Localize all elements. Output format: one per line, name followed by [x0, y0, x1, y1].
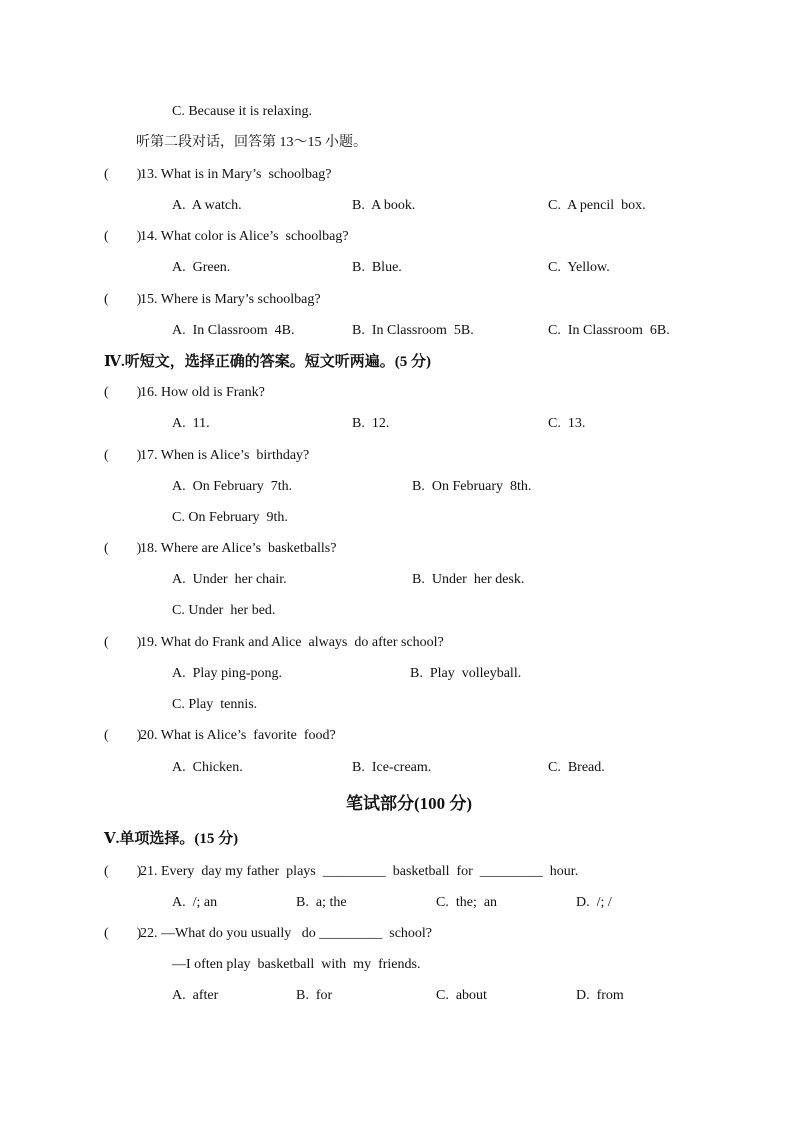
answer-blank[interactable]: ( ): [104, 728, 142, 743]
q15-option-a[interactable]: A. In Classroom 4B.: [172, 323, 295, 338]
q20-option-b[interactable]: B. Ice-cream.: [352, 760, 432, 775]
q19-option-b[interactable]: B. Play volleyball.: [410, 666, 522, 681]
q14-option-a[interactable]: A. Green.: [172, 260, 231, 275]
q22-option-a[interactable]: A. after: [172, 988, 219, 1003]
answer-blank[interactable]: ( ): [104, 385, 142, 400]
q18-option-b[interactable]: B. Under her desk.: [412, 572, 525, 587]
answer-blank[interactable]: ( ): [104, 541, 142, 556]
section-5-title: Ⅴ.单项选择。(15 分): [104, 831, 239, 847]
q16-option-a[interactable]: A. 11.: [172, 416, 210, 431]
q19-option-c[interactable]: C. Play tennis.: [172, 697, 258, 712]
q16-option-b[interactable]: B. 12.: [352, 416, 390, 431]
q20-option-a[interactable]: A. Chicken.: [172, 760, 243, 775]
answer-blank[interactable]: ( ): [104, 926, 142, 941]
q17-option-a[interactable]: A. On February 7th.: [172, 479, 293, 494]
question-18-stem: 18. Where are Alice’s basketballs?: [140, 541, 337, 556]
q14-option-c[interactable]: C. Yellow.: [548, 260, 610, 275]
written-part-title: 笔试部分(100 分): [346, 794, 473, 813]
answer-blank[interactable]: ( ): [104, 292, 142, 307]
question-14-stem: 14. What color is Alice’s schoolbag?: [140, 229, 349, 244]
q13-option-c[interactable]: C. A pencil box.: [548, 198, 646, 213]
q16-option-c[interactable]: C. 13.: [548, 416, 586, 431]
question-22-reply: —I often play basketball with my friends.: [172, 957, 421, 972]
answer-blank[interactable]: ( ): [104, 864, 142, 879]
q12-option-c: C. Because it is relaxing.: [172, 104, 312, 119]
q21-option-a[interactable]: A. /; an: [172, 895, 218, 910]
answer-blank[interactable]: ( ): [104, 167, 142, 182]
q17-option-c[interactable]: C. On February 9th.: [172, 510, 288, 525]
q15-option-b[interactable]: B. In Classroom 5B.: [352, 323, 474, 338]
answer-blank[interactable]: ( ): [104, 635, 142, 650]
q18-option-c[interactable]: C. Under her bed.: [172, 603, 276, 618]
answer-blank[interactable]: ( ): [104, 448, 142, 463]
q22-option-c[interactable]: C. about: [436, 988, 487, 1003]
question-13-stem: 13. What is in Mary’s schoolbag?: [140, 167, 332, 182]
q21-option-c[interactable]: C. the; an: [436, 895, 498, 910]
q21-option-b[interactable]: B. a; the: [296, 895, 347, 910]
q19-option-a[interactable]: A. Play ping-pong.: [172, 666, 283, 681]
q21-option-d[interactable]: D. /; /: [576, 895, 612, 910]
q22-option-b[interactable]: B. for: [296, 988, 333, 1003]
q22-option-d[interactable]: D. from: [576, 988, 624, 1003]
question-21-stem: 21. Every day my father plays _________ basketball for _________ hour.: [140, 864, 579, 879]
section-4-title: Ⅳ.听短文，选择正确的答案。短文听两遍。(5 分): [104, 354, 432, 370]
question-22-stem: 22. —What do you usually do _________ school?: [140, 926, 433, 941]
question-20-stem: 20. What is Alice’s favorite food?: [140, 728, 336, 743]
q13-option-a[interactable]: A. A watch.: [172, 198, 242, 213]
question-15-stem: 15. Where is Mary’s schoolbag?: [140, 292, 321, 307]
q20-option-c[interactable]: C. Bread.: [548, 760, 605, 775]
dialog2-instruction: 听第二段对话，回答第 13～15 小题。: [136, 135, 367, 150]
q18-option-a[interactable]: A. Under her chair.: [172, 572, 287, 587]
answer-blank[interactable]: ( ): [104, 229, 142, 244]
question-16-stem: 16. How old is Frank?: [140, 385, 265, 400]
q13-option-b[interactable]: B. A book.: [352, 198, 416, 213]
q17-option-b[interactable]: B. On February 8th.: [412, 479, 532, 494]
question-19-stem: 19. What do Frank and Alice always do after school?: [140, 635, 444, 650]
question-17-stem: 17. When is Alice’s birthday?: [140, 448, 310, 463]
q15-option-c[interactable]: C. In Classroom 6B.: [548, 323, 670, 338]
q14-option-b[interactable]: B. Blue.: [352, 260, 402, 275]
